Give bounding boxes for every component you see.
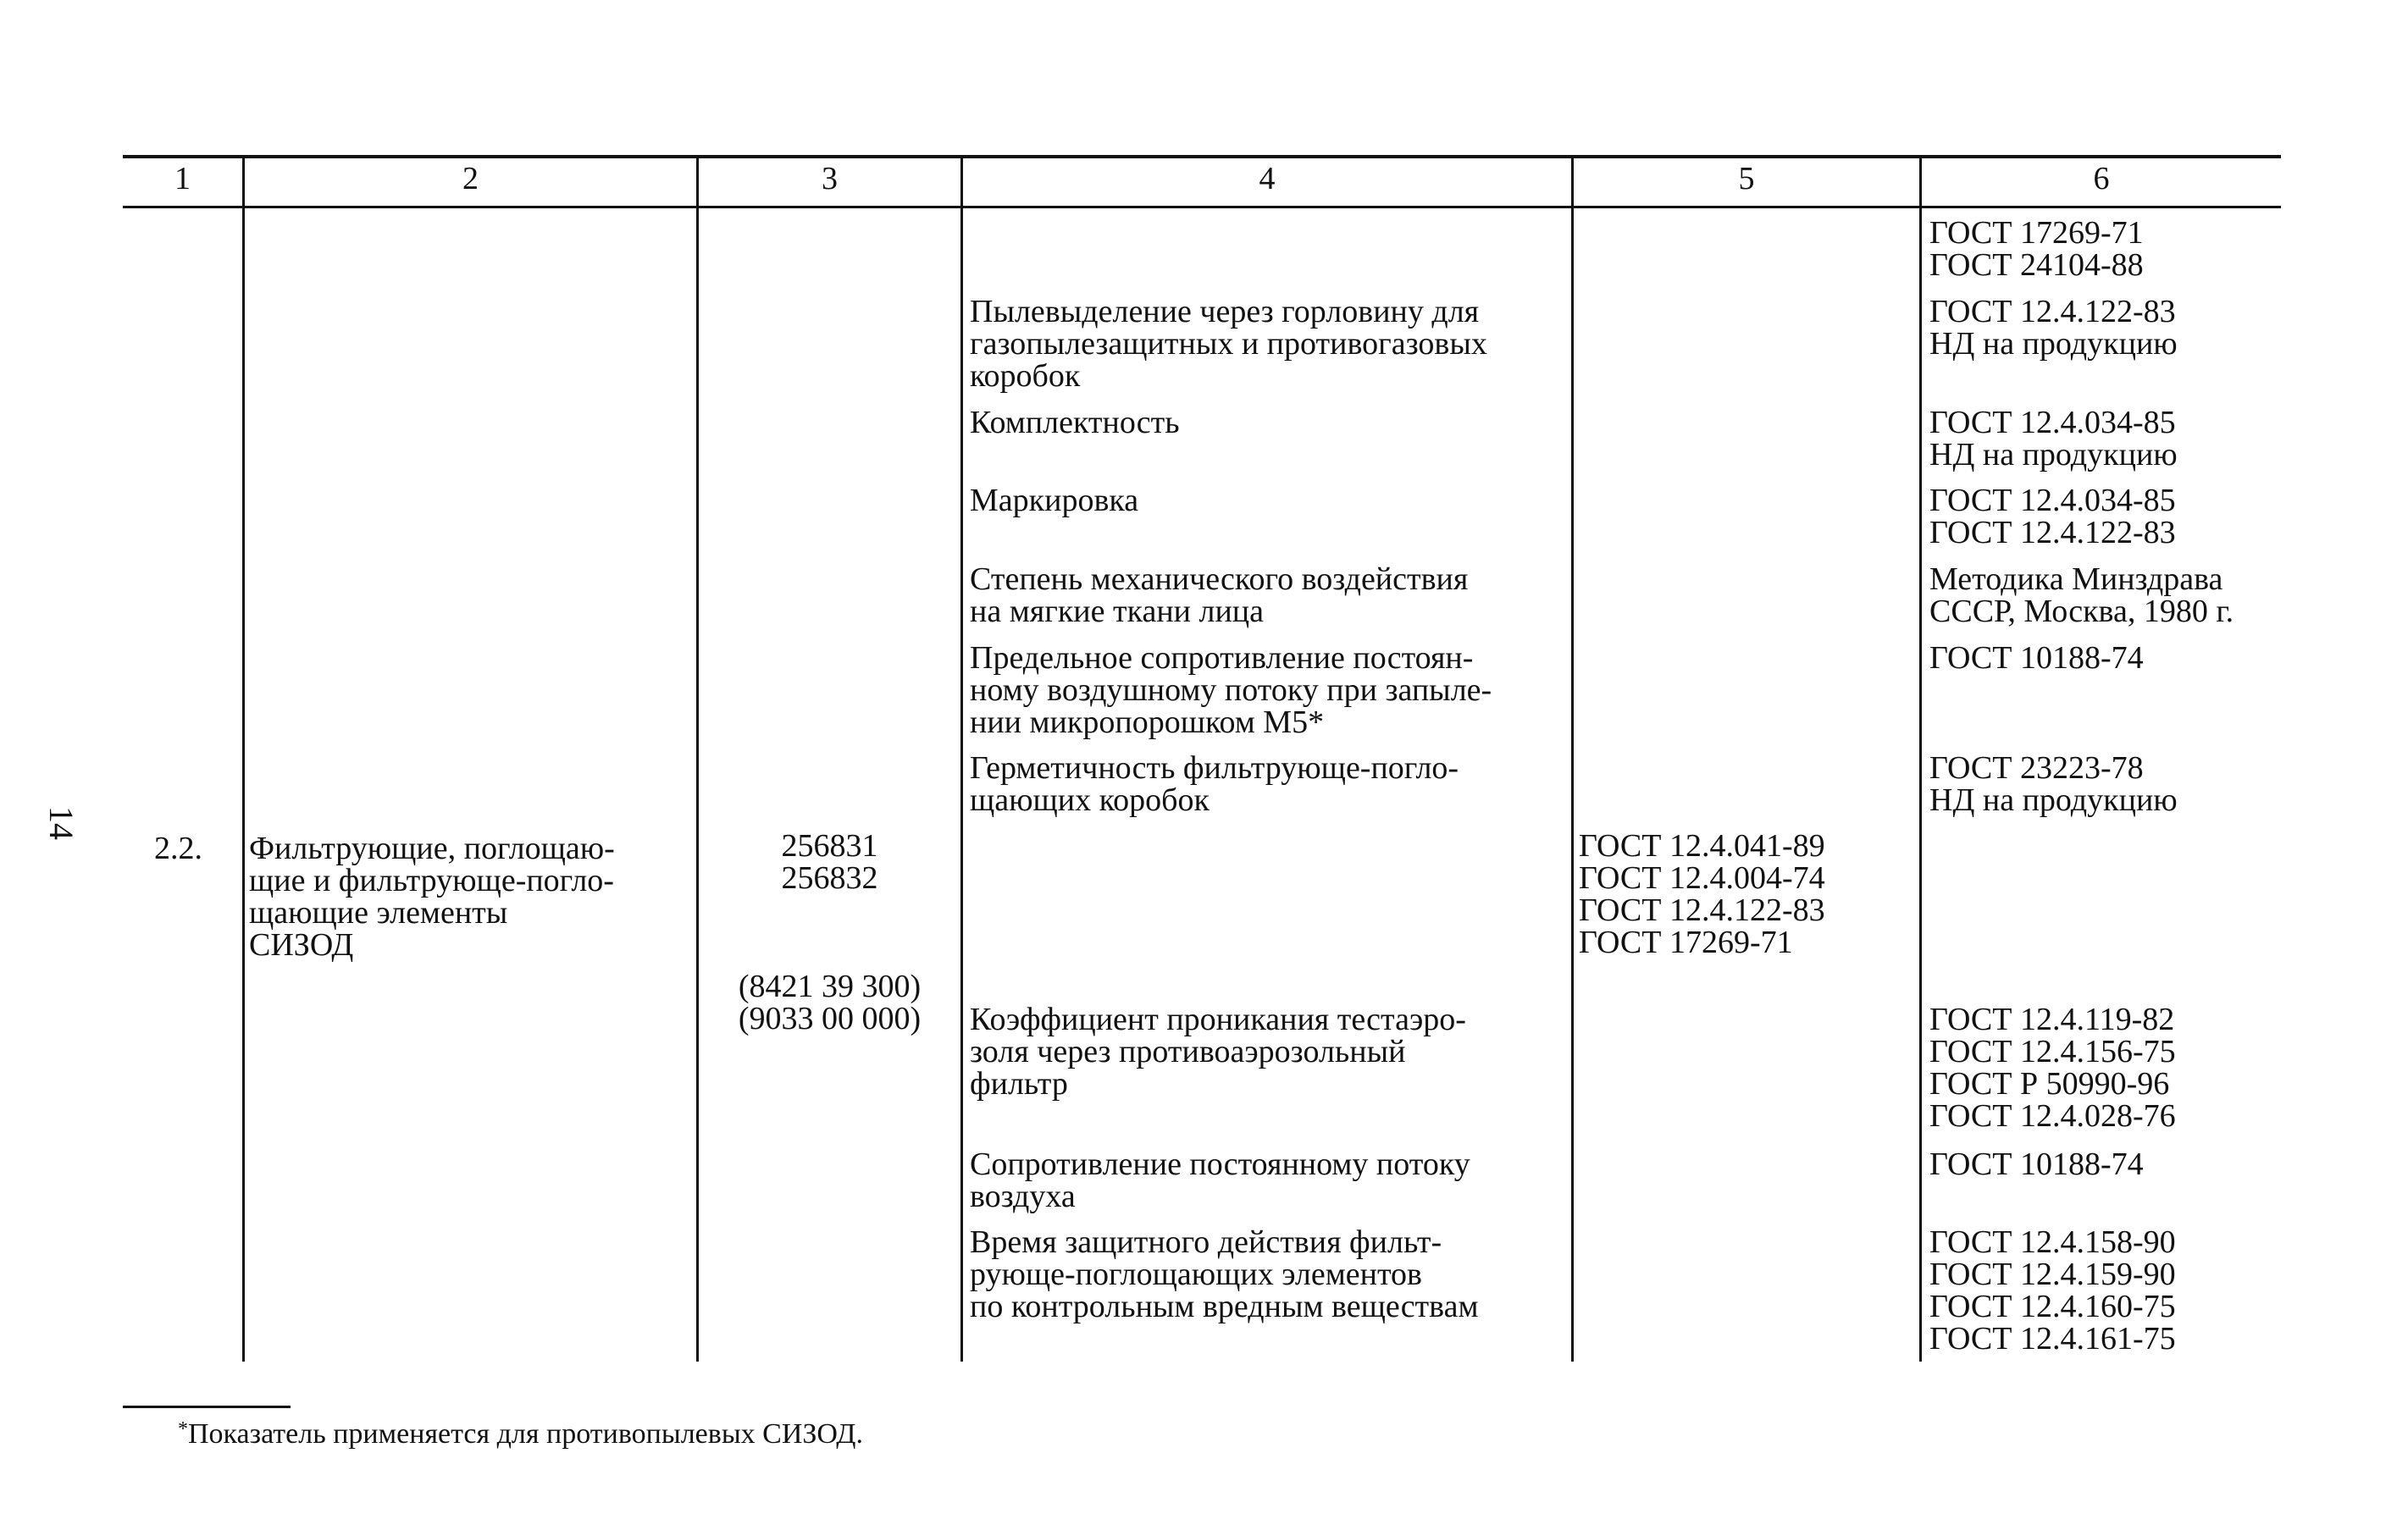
indicator-name: Комплектность (970, 405, 1180, 440)
indicator-name: Время защитного действия фильт- рующе-поглощающих элементов по контрольным вредным веществам (970, 1224, 1479, 1324)
column-divider-5 (1919, 155, 1922, 1362)
row-codes-secondary: (8421 39 300) (9033 00 000) (738, 969, 922, 1036)
indicator-refs: ГОСТ 17269-71 ГОСТ 24104-88 (1929, 215, 2144, 283)
indicator-name: Степень механического воздействия на мягкие ткани лица (970, 561, 1469, 629)
indicator-refs: ГОСТ 12.4.034-85 ГОСТ 12.4.122-83 (1929, 483, 2176, 550)
row-name: Фильтрующие, поглощаю- щие и фильтрующе-погло- щающие элементы СИЗОД (249, 831, 615, 963)
column-header-3: 3 (822, 161, 838, 196)
indicator-name: Сопротивление постоянному потоку воздуха (970, 1147, 1470, 1214)
indicator-refs: Методика Минздрава СССР, Москва, 1980 г. (1929, 561, 2234, 629)
header-bottom-rule (123, 206, 2281, 208)
column-divider-4 (1571, 155, 1574, 1362)
footnote-rule (123, 1406, 291, 1408)
row-standards: ГОСТ 12.4.041-89 ГОСТ 12.4.004-74 ГОСТ 12.4.122-83 ГОСТ 17269-71 (1579, 828, 1825, 960)
indicator-refs: ГОСТ 12.4.122-83 НД на продукцию (1929, 294, 2178, 362)
footnote-mark: * (178, 1418, 188, 1440)
footnote (178, 1418, 863, 1450)
column-divider-1 (242, 155, 245, 1362)
indicator-refs: ГОСТ 10188-74 (1929, 1147, 2144, 1182)
row-codes: 256831 256832 (781, 828, 878, 896)
indicator-refs: ГОСТ 12.4.119-82 ГОСТ 12.4.156-75 ГОСТ Р 50990-96 ГОСТ 12.4.028-76 (1929, 1002, 2176, 1134)
row-number: 2.2. (154, 831, 202, 866)
column-divider-3 (960, 155, 963, 1362)
column-header-6: 6 (2093, 161, 2110, 196)
indicator-name: Пылевыделение через горловину для газопылезащитных и противогазовых коробок (970, 294, 1487, 394)
column-header-5: 5 (1738, 161, 1755, 196)
indicator-refs: ГОСТ 12.4.034-85 НД на продукцию (1929, 405, 2178, 472)
indicator-name: Герметичность фильтрующе-погло- щающих коробок (970, 750, 1459, 818)
column-divider-2 (696, 155, 699, 1362)
column-header-2: 2 (462, 161, 479, 196)
indicator-refs: ГОСТ 12.4.158-90 ГОСТ 12.4.159-90 ГОСТ 12.4.160-75 ГОСТ 12.4.161-75 (1929, 1224, 2176, 1356)
column-header-1: 1 (174, 161, 191, 196)
indicator-name: Маркировка (970, 483, 1139, 518)
indicator-refs: ГОСТ 10188-74 (1929, 640, 2144, 676)
column-header-4: 4 (1259, 161, 1276, 196)
indicator-name: Коэффициент проникания тестаэро- золя через противоаэрозольный фильтр (970, 1002, 1466, 1102)
footnote-text: Показатель применяется для противопылевых СИЗОД. (188, 1418, 863, 1450)
page-number: 14 (42, 806, 80, 840)
table-top-rule (123, 155, 2281, 158)
indicator-name: Предельное сопротивление постоян- ному воздушному потоку при запыле- нии микропорошком М5* (970, 640, 1492, 740)
indicator-refs: ГОСТ 23223-78 НД на продукцию (1929, 750, 2178, 818)
